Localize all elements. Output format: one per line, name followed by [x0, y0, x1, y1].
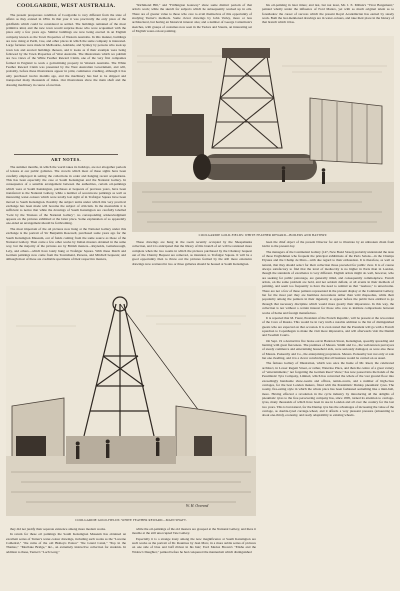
article-column-right-top — [262, 3, 394, 33]
article-column-right-bottom — [262, 240, 394, 586]
caption-boilers-battery: COOLGARDIE GOLD-FIELDS: WHITE FEATHER REWARD—BOILERS AND BATTERY. — [198, 233, 328, 237]
paragraph: The summer months, in which the world takes its holidays, are not altogether periods of leisure at our public galleries. The crowds which most of these sights have been carefully employed in setting the collections in order and hanging recent acquisitions. This has been especially the case at South Kensington and the National Gallery. In consequence of a sensible arrangement between the authorities, certain oil-paintings which were at South Kensington, purchases at bequests of previous years, have been transferred to the National Gallery, while a number of second-rate paintings as well as interesting water-colours which were totally lost sight of in Trafalgar Square have been moved to South Kensington. Possibly the subject terms under which this very practical exchange has been made will become the subject of criticism. In the meanwhile it is sufficient to notice that while the drawings of South Kensington are carefully labelled "Lent by the Trustees of the National Gallery", no corresponding acknowledgment appears on the pictures exhibited at the latter place. Some explanation of so apparently one-sided an arrangement should be forthcoming. — [6, 165, 126, 226]
engraving-main-shaft — [6, 286, 256, 516]
paragraph: his oil-painting in later times; and last, but not least, Mr. J. E. Millais's "Vicar Bargement," painted wholly under the influence of Ford Madox, yet with so much original talent as to foreshadow the career of success which the present Royal Academician has earned by steady work. Both the last-mentioned drawings are in water-colours, and take their place in the history of that branch which it has. — [262, 3, 394, 25]
engraving-boilers-battery — [132, 36, 394, 232]
paragraph: The present prosperous condition of Coolgardie is very different from the state of affairs as they existed in 1894. In that year it was practically the only place of the goldfields which could be considered as settled. The buildings remained of the most primitive kind, and the new town would surprise those who were acquainted with the place only a few years ago. Similar buildings are now being erected in an English company known as the Town Properties of Western Australia. In this manner, buildings are now rising at Perth, Cue, and other places in which the same company is interested. Large fortunes were made in Melbourne, Adelaide, and Sydney by persons who took up town lots and erected buildings thereon, and it looks as if their example were being followed by the Town Properties of West Australia. The illustrations which we publish are two views of the White Feather Reward Claim, one of the very first companies formed in England to work a gold-mining property in Western Australia. The White Feather Reward Claim was presented by the West Australian Government, and will, probably, before these illustrations appear in print, commence crushing, although it has only purchased twelve months ago, and the machinery has had to be shipped and transported many thousands of miles. Our illustrations show the main shaft and the dressing machinery in course of erection. — [6, 13, 126, 87]
art-notes-heading: ART NOTES. — [50, 157, 82, 162]
illustration-main-shaft — [6, 286, 256, 516]
paragraph: been the chief object of the present Director for Art to illustrate by an unbroken chain from Girtin to the present day. — [262, 240, 394, 249]
paragraph: On Sept. 19 a destructive fire broke out in Baderon Street, Kensington, speedily spreading and burning with great fierceness. The premises of Messrs. Smith and Co., the well-known purveyors of steady commerce and entertaining household aids, were seriously damaged, as were also those of Messrs. Ponsonby and Co., the enterprising proprietors. Messrs. Ponsonby lost not only at sale but one dwelling, and it is a clever convincing that all business would be carried on as usual. — [262, 338, 394, 360]
caption-main-shaft: COOLGARDIE GOLD-FIELDS: WHITE FEATHER REWARD—MAIN SHAFT. — [75, 518, 187, 522]
illustration-boilers-battery — [132, 36, 394, 232]
paragraph: they did not justify their separate existence among more modern works. — [10, 527, 106, 531]
paragraph: The famous Gallery of Illustration, which was once the home of Mr. Reed, the celebrated architect, in Lower Regent Street, or rather, Waterloo Place, and then the centre of a great variety of "entertainments," not forgetting the German Reed "show," has now passed into the hands of the Pessimistic Tyre Company, Limited, which has converted the whole of the vast ground floor into exceedingly handsome show-rooms and offices, tennis-courts, and a number of high-class carriages, for the best London makers, fitted with the Pessimistic Dunlop pneumatic tyres. The roomy, fire-eating style in which the whole place has been fashioned something like a mini-hall, more. Having effected a revolution in the cycle industry by introducing all the delights of pneumatic tyres to the free persevering company has, since 1895, turned its attention to carriage-tyres, many thousands of which have been in use in London and all over the country for the last two years. This is but natural, for the Dunlop tyre has the advantages of increasing the value of the carriage, as double-tyred carriage-wheel, and it affords a very pleasant pressure (amounting to about one-third), economy, and ready adaptability to existing wheels. — [262, 361, 394, 418]
article-column-mid-continued — [132, 527, 256, 587]
paragraph: while the oil-paintings of the old masters are grouped at the National Gallery, and there it mostlie at the still unoccupied Tate Gallery. — [132, 527, 256, 536]
article-column-mid-bottom — [132, 240, 252, 282]
paragraph: These drawings are hung in the room recently occupied by the Sheepshanks collection, and it is anticipated that the library of this branch of art will be rendered more complete when the two rooms in which the pictures purchased by the Chantrey bequest out of the Chantry Bequest are removed, as intended, to Trafalgar Square. It will be a good opportunity then to throw out the pictures formed by the still more extensive drawings now scattered in two or three galleries should be housed at South Kensington. — [132, 240, 252, 266]
paragraph: "Richmond Hill," and "Frithington Gateway" show some distinct periods of that artist's work; while the sketch for subjects which he subsequently worked up in oils. There are of greater value to those who care to avail themselves of this opportunity of studying Turner's methods. Some clever drawings by John Varley, more or less architectural, but having an historical interest also; and a number of George Cattermole's sketches, with groups of costumes now seen in the Tudors and Stuarts, an interesting set of English water-colour painting. — [132, 3, 252, 33]
paragraph: In return for these oil paintings the South Kensington Museum has obtained an excellent series of Turner's water-colour drawings, including such works as the "Lucerne Cathedral," "the ruins of the old Bishop's Palace" "the Grand Canal," "Pop in the Thames," "Mortlake Bridge," &c., an extremely instructive collection for students. In addition to these, Turner's "Loch Long," — [6, 532, 126, 554]
paragraph: The managers of the Continental Gallery (147, New Bond Street) probably understand the taste of those Englishmen who frequent the principal exhibitions of the Paris Salons—in the Champs Elysées and the Champ de Mars—with due regard to their exhaustion. It is therefore, as well as natural, that they should select for their collection those preceded for public view. It is of course always satisfactory to find that the level of mediocrity is no higher in Paris than in London, though the standards of excellence is very different. English artists might do well, however, who are seeking for public patronage, are generally timid, and consequently commonplace. French artists, on the same problem are bold, and not seldom defiant, at all events in their methods of painting, and seem too frequently to have the need to remind us that "Audace," is unwelcome. There are not a few of these painters represented in the present display at the Continental Gallery, but for the most part they are harmless decorations rather than wild rhapsodies, while their popularity among the painters in their ingenuity to appear before the public here entitled to go through that necessary discipline which would more greatly their importance. In this way, the collection is not without a certain interest for those who care to institute comparisons between works of home and foreign manufacture. — [262, 249, 394, 315]
artist-signature: W. H. Overend — [186, 504, 209, 508]
paragraph: Especially it is a strange irony among the now magnificence at South Kensington are such works as the portrait of Dr. Rountree by Jean Marc, in a more subtle series of pictures on one side of blue and buff ribbon in his hair; Ford Madox Brown's "Elisha and the Widow's Daughter," painted before he had conquered the mannerism which distinguished — [132, 536, 256, 554]
divider — [14, 154, 118, 155]
article-title: COOLGARDIE, WEST AUSTRALIA. — [16, 3, 116, 9]
article-column-left-continued — [6, 527, 126, 587]
paragraph: The most important of the oil pictures now hung at the National Gallery under this exchange is the portrait of Sir Benjamin Rosewell, purchased some years ago for the South Kensington Museum, out of funds coming from the same source as those of the National Gallery. Then come a few other works by Italian masters obtained in the same way, but the majority of the pictures are by British masters—Reynolds, Gainsborough, Lely, and others—which have lately hung at Trafalgar Square. With these Dutch and German paintings now come from the Townshend, Parsons, and Mitchell bequests; and although most of these are creditable specimens of their respective masters, — [6, 226, 126, 262]
article-column-left-top — [6, 13, 126, 153]
art-notes-header — [6, 152, 126, 162]
article-column-mid-top — [132, 3, 252, 33]
paragraph: It is reported that M. Fauré, President of the French Republic, will be present at the revocation of the Cave of Russia. This would be in very truth a notable addition to the list of distinguished guests who are expected on that occasion. It is even stated that the President will go with a French squadron to Copenhagen to make the visit more impressive, and will afterwards visit the Danish and Swedish Courts. — [262, 315, 394, 338]
